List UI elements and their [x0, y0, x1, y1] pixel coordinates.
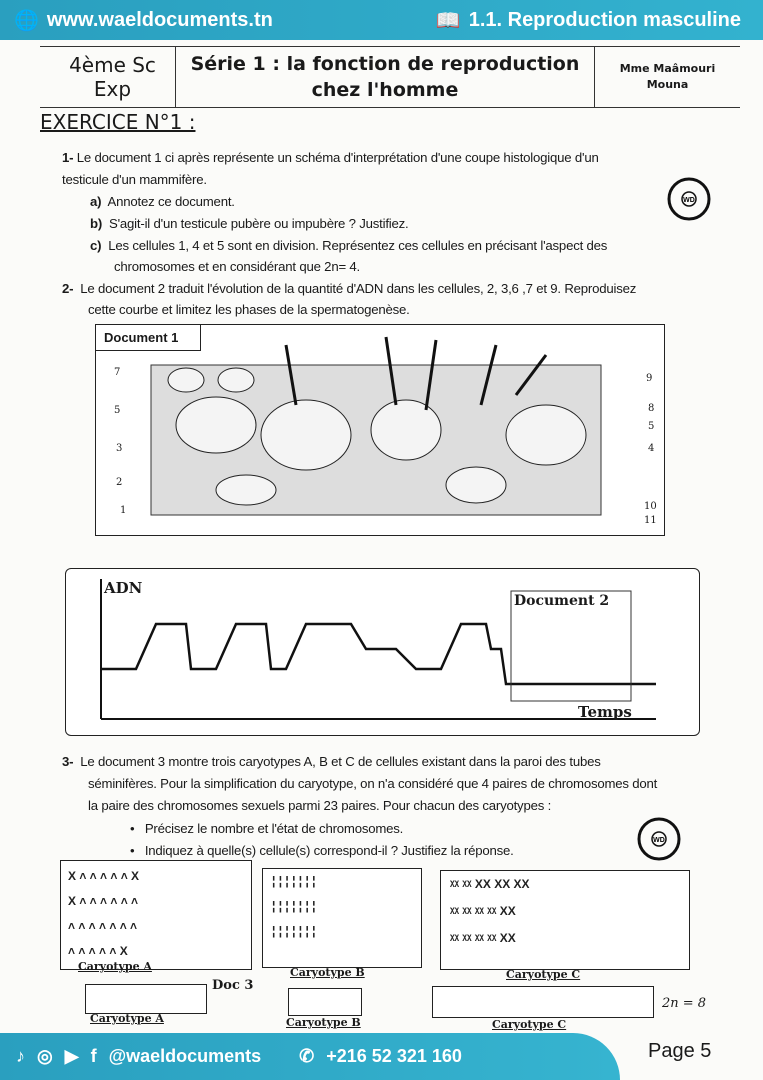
simplified-c-label: Caryotype C [492, 1018, 567, 1031]
label-4: 4 [648, 443, 655, 454]
label-7: 7 [114, 367, 121, 378]
label-5-right: 5 [648, 421, 655, 432]
svg-text:ᵡᵡ ᵡᵡ ᵡᵡ ᵡᵡ XX: ᵡᵡ ᵡᵡ ᵡᵡ ᵡᵡ XX [450, 904, 516, 918]
document-2-title: Document 2 [514, 593, 610, 609]
q1b-label: b) [90, 216, 103, 231]
q1c-text-cont: chromosomes et en considérant que 2n= 4. [114, 259, 361, 274]
testis-section-drawing [96, 325, 663, 534]
svg-text:ᵡᵡ ᵡᵡ ᵡᵡ ᵡᵡ XX: ᵡᵡ ᵡᵡ ᵡᵡ ᵡᵡ XX [450, 931, 516, 945]
simplified-a-label: Caryotype A [90, 1012, 164, 1025]
svg-text:¦ ¦ ¦ ¦ ¦ ¦ ¦: ¦ ¦ ¦ ¦ ¦ ¦ ¦ [272, 924, 316, 938]
teacher-line-2: Mouna [646, 78, 689, 91]
tiktok-icon[interactable]: ♪ [16, 1046, 25, 1066]
title-line-1: Série 1 : la fonction de reproduction [190, 53, 580, 75]
phone-number: +216 52 321 160 [326, 1046, 462, 1066]
wael-stamp-2 [620, 800, 698, 878]
class-label: 4ème Sc Exp [69, 53, 156, 101]
svg-text:¦ ¦ ¦ ¦ ¦ ¦ ¦: ¦ ¦ ¦ ¦ ¦ ¦ ¦ [272, 899, 316, 913]
q1-text: Le document 1 ci après représente un schéma d'interprétation d'une coupe histologique d'un [76, 150, 599, 165]
phone-icon: ✆ [299, 1046, 315, 1066]
karyotype-a-label: Caryotype A [78, 960, 152, 973]
q1-text-cont: testicule d'un mammifère. [62, 172, 207, 187]
social-handle[interactable]: @waeldocuments [108, 1046, 262, 1066]
svg-text:˄ ˄ ˄ ˄ ˄ X: ˄ ˄ ˄ ˄ ˄ X [68, 944, 128, 958]
wael-stamp [650, 160, 728, 238]
q3-bullet-1: Précisez le nombre et l'état de chromosomes. [144, 821, 404, 836]
simplified-karyotype-a [85, 984, 207, 1014]
x-axis-label: Temps [578, 703, 632, 721]
worksheet-header [40, 46, 740, 108]
doc3-title: Doc 3 [212, 978, 254, 993]
label-8: 8 [648, 403, 655, 414]
svg-text:ᵡᵡ ᵡᵡ XX XX XX: ᵡᵡ ᵡᵡ XX XX XX [450, 877, 530, 891]
page-number: Page 5 [648, 1040, 712, 1062]
q1-number: 1- [62, 150, 74, 165]
label-1: 1 [120, 505, 127, 516]
q3-number: 3- [62, 754, 74, 769]
svg-text:¦ ¦ ¦ ¦ ¦ ¦ ¦: ¦ ¦ ¦ ¦ ¦ ¦ ¦ [272, 874, 316, 888]
svg-text:X ˄ ˄ ˄ ˄ ˄ ˄: X ˄ ˄ ˄ ˄ ˄ ˄ [68, 894, 139, 908]
q2-text: Le document 2 traduit l'évolution de la quantité d'ADN dans les cellules, 2, 3,6 ,7 et 9. Reproduisez [80, 281, 637, 296]
youtube-icon[interactable]: ▶ [64, 1046, 79, 1066]
top-banner [0, 0, 763, 40]
simplified-b-label: Caryotype B [286, 1016, 361, 1029]
q1b-text: S'agit-il d'un testicule pubère ou impubère ? Justifiez. [109, 216, 409, 231]
q1a-label: a) [90, 194, 102, 209]
document-1-title: Document 1 [96, 325, 201, 351]
karyotype-a-box [60, 860, 252, 970]
y-axis-label: ADN [104, 579, 143, 597]
globe-icon: 🌐 [14, 9, 39, 32]
facebook-icon[interactable]: f [90, 1046, 97, 1066]
q3-bullet-2: Indiquez à quelle(s) cellule(s) correspond-il ? Justifiez la réponse. [144, 843, 514, 858]
handwritten-note: 2n = 8 [662, 996, 707, 1011]
label-3: 3 [116, 443, 123, 454]
q2-text-cont: cette courbe et limitez les phases de la spermatogenèse. [88, 302, 410, 317]
document-2-figure [65, 568, 700, 736]
label-2: 2 [116, 477, 123, 488]
q3-text-3: la paire des chromosomes sexuels parmi 23 paires. Pour chacun des caryotypes : [88, 798, 552, 813]
site-url[interactable]: www.waeldocuments.tn [46, 8, 273, 31]
label-10: 10 [644, 501, 657, 512]
footer-banner [0, 1033, 620, 1080]
simplified-karyotype-b [288, 988, 362, 1016]
q3-text-2: séminifères. Pour la simplification du caryotype, on n'a considéré que 4 paires de chromosomes dont [88, 776, 658, 791]
karyotype-b-box [262, 868, 422, 968]
q1c-text: Les cellules 1, 4 et 5 sont en division. Représentez ces cellules en précisant l'aspect des [108, 238, 608, 253]
instagram-icon[interactable]: ◎ [37, 1046, 53, 1066]
chapter-title: 1.1. Reproduction masculine [468, 8, 741, 31]
document-1-figure [95, 324, 665, 536]
karyotype-b-label: Caryotype B [290, 966, 365, 979]
q1a-text: Annotez ce document. [107, 194, 235, 209]
svg-text:X ˄ ˄ ˄ ˄ ˄ X: X ˄ ˄ ˄ ˄ ˄ X [68, 869, 140, 883]
karyotype-c-label: Caryotype C [506, 968, 581, 981]
karyotype-c-box [440, 870, 690, 970]
title-line-2: chez l'homme [311, 79, 459, 101]
teacher-line-1: Mme Maâmouri [619, 62, 716, 75]
q2-number: 2- [62, 281, 74, 296]
q3-text: Le document 3 montre trois caryotypes A, B et C de cellules existant dans la paroi des tubes [80, 754, 601, 769]
book-icon: 📖 [435, 9, 461, 32]
simplified-karyotype-c [432, 986, 654, 1018]
label-5: 5 [114, 405, 121, 416]
teacher-name [595, 47, 740, 107]
svg-text:˄ ˄ ˄ ˄ ˄ ˄ ˄: ˄ ˄ ˄ ˄ ˄ ˄ ˄ [68, 919, 138, 933]
exercise-title: EXERCICE N°1 : [40, 110, 196, 134]
svg-text:WD: WD [653, 837, 665, 844]
q1c-label: c) [90, 238, 102, 253]
label-11: 11 [644, 515, 657, 526]
label-9: 9 [646, 373, 653, 384]
svg-text:WD: WD [683, 197, 695, 204]
worksheet-title [175, 47, 595, 107]
